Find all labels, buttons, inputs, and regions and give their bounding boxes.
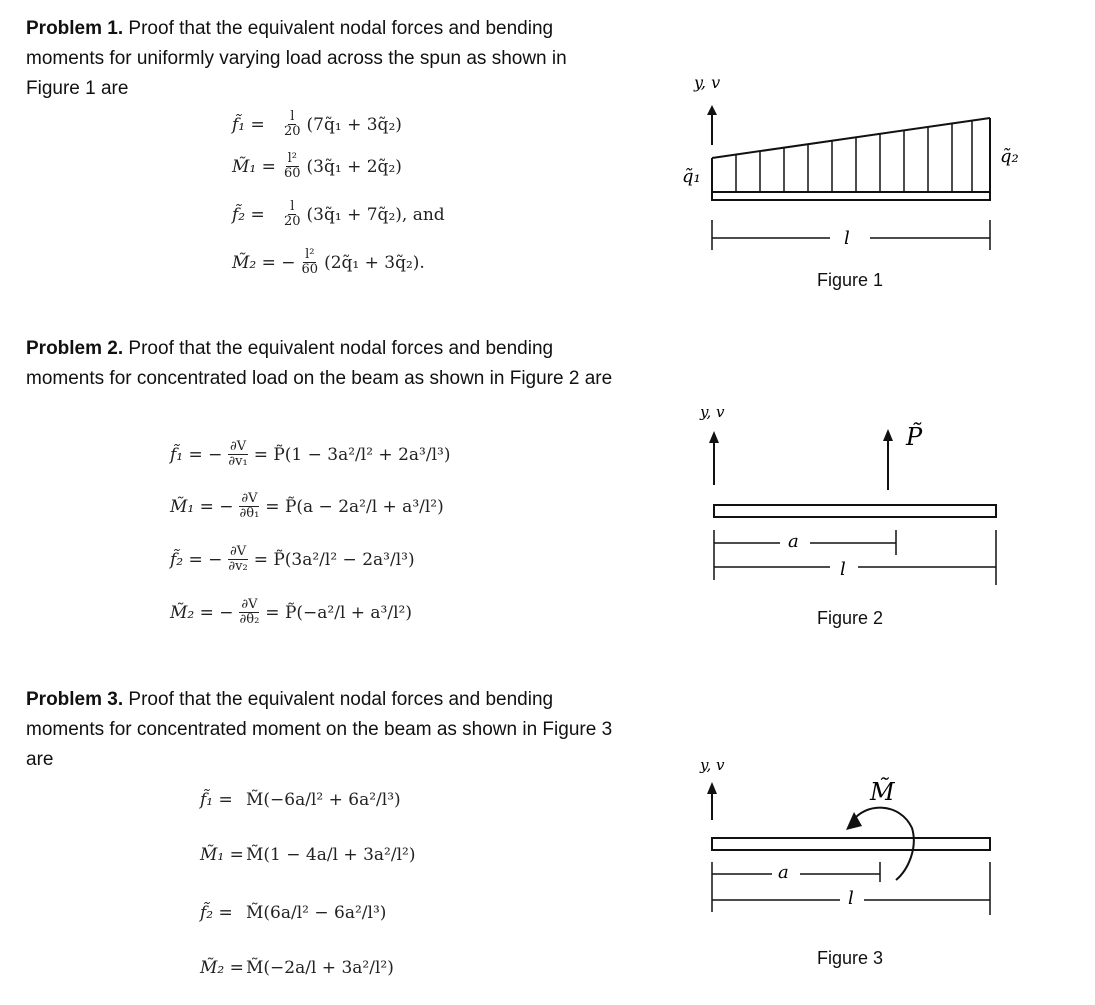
p3-eq-f2: f̃₂ = M̃(6a/l² − 6a²/l³) (200, 903, 387, 923)
problem-1-text: Proof that the equivalent nodal forces and bending moments for uniformly varying load across the spun as shown in Figure 1 are (26, 18, 567, 99)
fig2-length-label: l (840, 559, 846, 580)
fig1-beam (712, 192, 990, 200)
problem-3-label: Problem 3. (26, 689, 124, 710)
fig1-load-top (712, 118, 990, 158)
fig2-a-label: a (788, 531, 799, 552)
fig3-moment-label: M̃ (870, 778, 895, 806)
figure-2 (700, 395, 1020, 595)
fig3-beam (712, 838, 990, 850)
fig1-length-label: l (844, 228, 850, 249)
figure-1 (660, 70, 1060, 270)
p2-eq-m1: M̃₁ = − $\frac{\partial V}{\text{∂θ₁}}$ = P̃(a − 2a²/l + a³/l²) (170, 491, 444, 521)
p3-eq-m2: M̃₂ = M̃(−2a/l + 3a²/l²) (200, 958, 394, 978)
figure-2-caption: Figure 2 (817, 608, 884, 628)
problem-3-text: Proof that the equivalent nodal forces and bending moments for concentrated moment on the beam as shown in Figure 3 are (26, 689, 613, 770)
p1-eq-f2: f̃₂ = $\frac{l}{20}$ (3q̃₁ + 7q̃₂), and (232, 199, 445, 229)
figure-1-caption: Figure 1 (817, 270, 884, 290)
fig1-q2-label: q̃₂ (1000, 146, 1019, 167)
p1-eq-f1: f̃₁ = $\frac{l}{20}$ (7q̃₁ + 3q̃₂) (232, 109, 402, 139)
fig1-q1-label: q̃₁ (682, 166, 701, 187)
p3-eq-m1: M̃₁ = M̃(1 − 4a/l + 3a²/l²) (200, 845, 416, 865)
p2-eq-f1: f̃₁ = − $\frac{\partial V}{\text{∂v₁}}$ = P̃(1 − 3a²/l² + 2a³/l³) (170, 439, 451, 469)
p3-eq-f1: f̃₁ = M̃(−6a/l² + 6a²/l³) (200, 790, 401, 810)
figure-3-caption: Figure 3 (817, 948, 884, 968)
problem-3-statement (26, 685, 616, 775)
p2-eq-f2: f̃₂ = − $\frac{\partial V}{\text{∂v₂}}$ = P̃(3a²/l² − 2a³/l³) (170, 544, 415, 574)
fig1-axis-label: y, v (694, 73, 721, 92)
problem-1-statement (26, 14, 616, 104)
fig3-length-label: l (848, 888, 854, 909)
problem-2-statement (26, 334, 616, 394)
fig2-load-label: P̃ (906, 423, 923, 451)
fig3-axis-label: y, v (700, 756, 725, 774)
fig3-a-label: a (778, 862, 789, 883)
fig1-load-arrows (736, 121, 972, 192)
problem-2-label: Problem 2. (26, 338, 124, 359)
p2-eq-m2: M̃₂ = − $\frac{\partial V}{\text{∂θ₂}}$ = P̃(−a²/l + a³/l²) (170, 597, 412, 627)
problem-2-text: Proof that the equivalent nodal forces and bending moments for concentrated load on the beam as shown in Figure 2 are (26, 338, 613, 389)
p1-eq-m2: M̃₂ = − $\frac{\text{l²}}{60}$ (2q̃₁ + 3q̃₂). (232, 247, 425, 277)
problem-1-label: Problem 1. (26, 18, 124, 39)
p1-eq-m1: M̃₁ = $\frac{\text{l²}}{60}$ (3q̃₁ + 2q̃₂) (232, 151, 402, 181)
fig2-beam (714, 505, 996, 517)
fig3-moment-arrow (852, 808, 914, 880)
fig2-axis-label: y, v (700, 403, 725, 421)
figure-3 (700, 750, 1020, 930)
